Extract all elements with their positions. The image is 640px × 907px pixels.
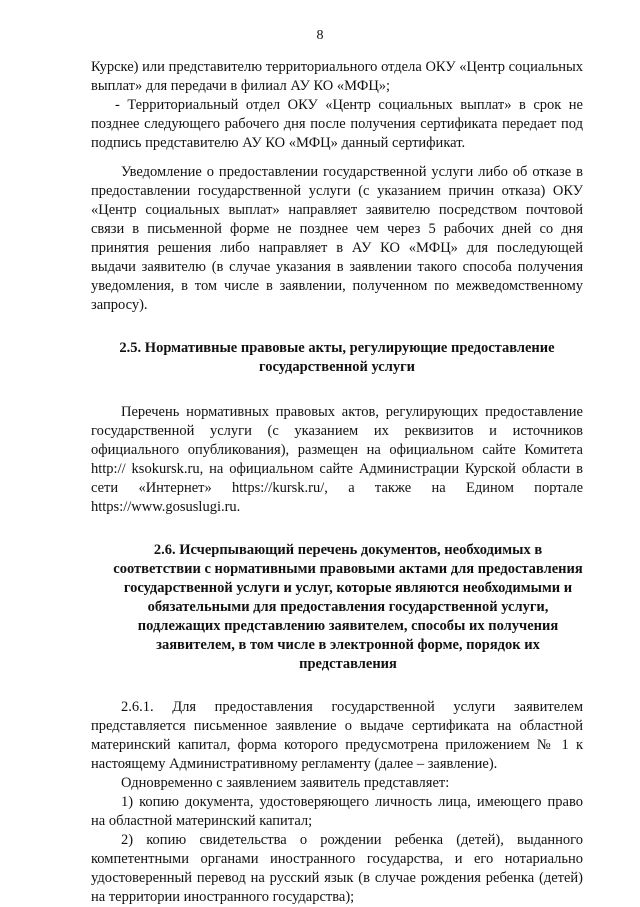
page-number: 8 — [316, 28, 324, 43]
paragraph-simultaneously: Одновременно с заявлением заявитель представляет: — [121, 775, 450, 791]
section-heading-2-6: 2.6. Исчерпывающий перечень документов, необходимых в соответствии с нормативными правовыми актами для предоставления государственной услуги и услуг, которые являются необходимыми и обязательными для предоставления государственной услуги, подлежащих представлению заявителем, способы их получения заявителем, в том числе в электронной форме, порядок их представления — [113, 542, 583, 672]
list-item-1: 1) копию документа, удостоверяющего личность лица, имеющего право на областной материнский капитал; — [91, 794, 583, 829]
paragraph-territorial-office: - Территориальный отдел ОКУ «Центр социальных выплат» в срок не позднее следующего рабочего дня после получения сертификата передает под подпись представителю АУ КО «МФЦ» данный сертификат. — [91, 97, 583, 151]
paragraph-notification: Уведомление о предоставлении государственной услуги либо об отказе в предоставлении государственной услуги (с указанием причин отказа) ОКУ «Центр социальных выплат» направляет заявителю посредством почтовой связи в письменной форме не позднее чем через 5 рабочих дней со дня принятия решения либо направляет в АУ КО «МФЦ» для последующей выдачи заявителю (в случае указания в заявлении такого способа получения уведомления, в том числе в заявлении, полученном по межведомственному запросу). — [91, 164, 583, 313]
paragraph-legal-acts: Перечень нормативных правовых актов, регулирующих предоставление государственной услуги (с указанием их реквизитов и источников официального опубликования), размещен на официальном сайте Комитета http:// ksokursk.ru, на официальном сайте Администрации Курской области в сети «Интернет» https://kursk.ru/, а также на Едином портале https://www.gosuslugi.ru. — [91, 404, 583, 515]
list-item-2: 2) копию свидетельства о рождении ребенка (детей), выданного компетентными органами иностранного государства, и его нотариально удостоверенный перевод на русский язык (в случае рождения ребенка (детей) на территории иностранного государства); — [91, 832, 583, 905]
section-heading-2-5: 2.5. Нормативные правовые акты, регулирующие предоставление государственной услуги — [119, 340, 555, 375]
paragraph-continuation: Курске) или представителю территориального отдела ОКУ «Центр социальных выплат» для передачи в филиал АУ КО «МФЦ»; — [91, 59, 583, 94]
document-body — [91, 58, 583, 907]
paragraph-2-6-1: 2.6.1. Для предоставления государственной услуги заявителем представляется письменное заявление о выдаче сертификата на областной материнский капитал, форма которого предусмотрена приложением № 1 к настоящему Административному регламенту (далее – заявление). — [91, 699, 583, 772]
